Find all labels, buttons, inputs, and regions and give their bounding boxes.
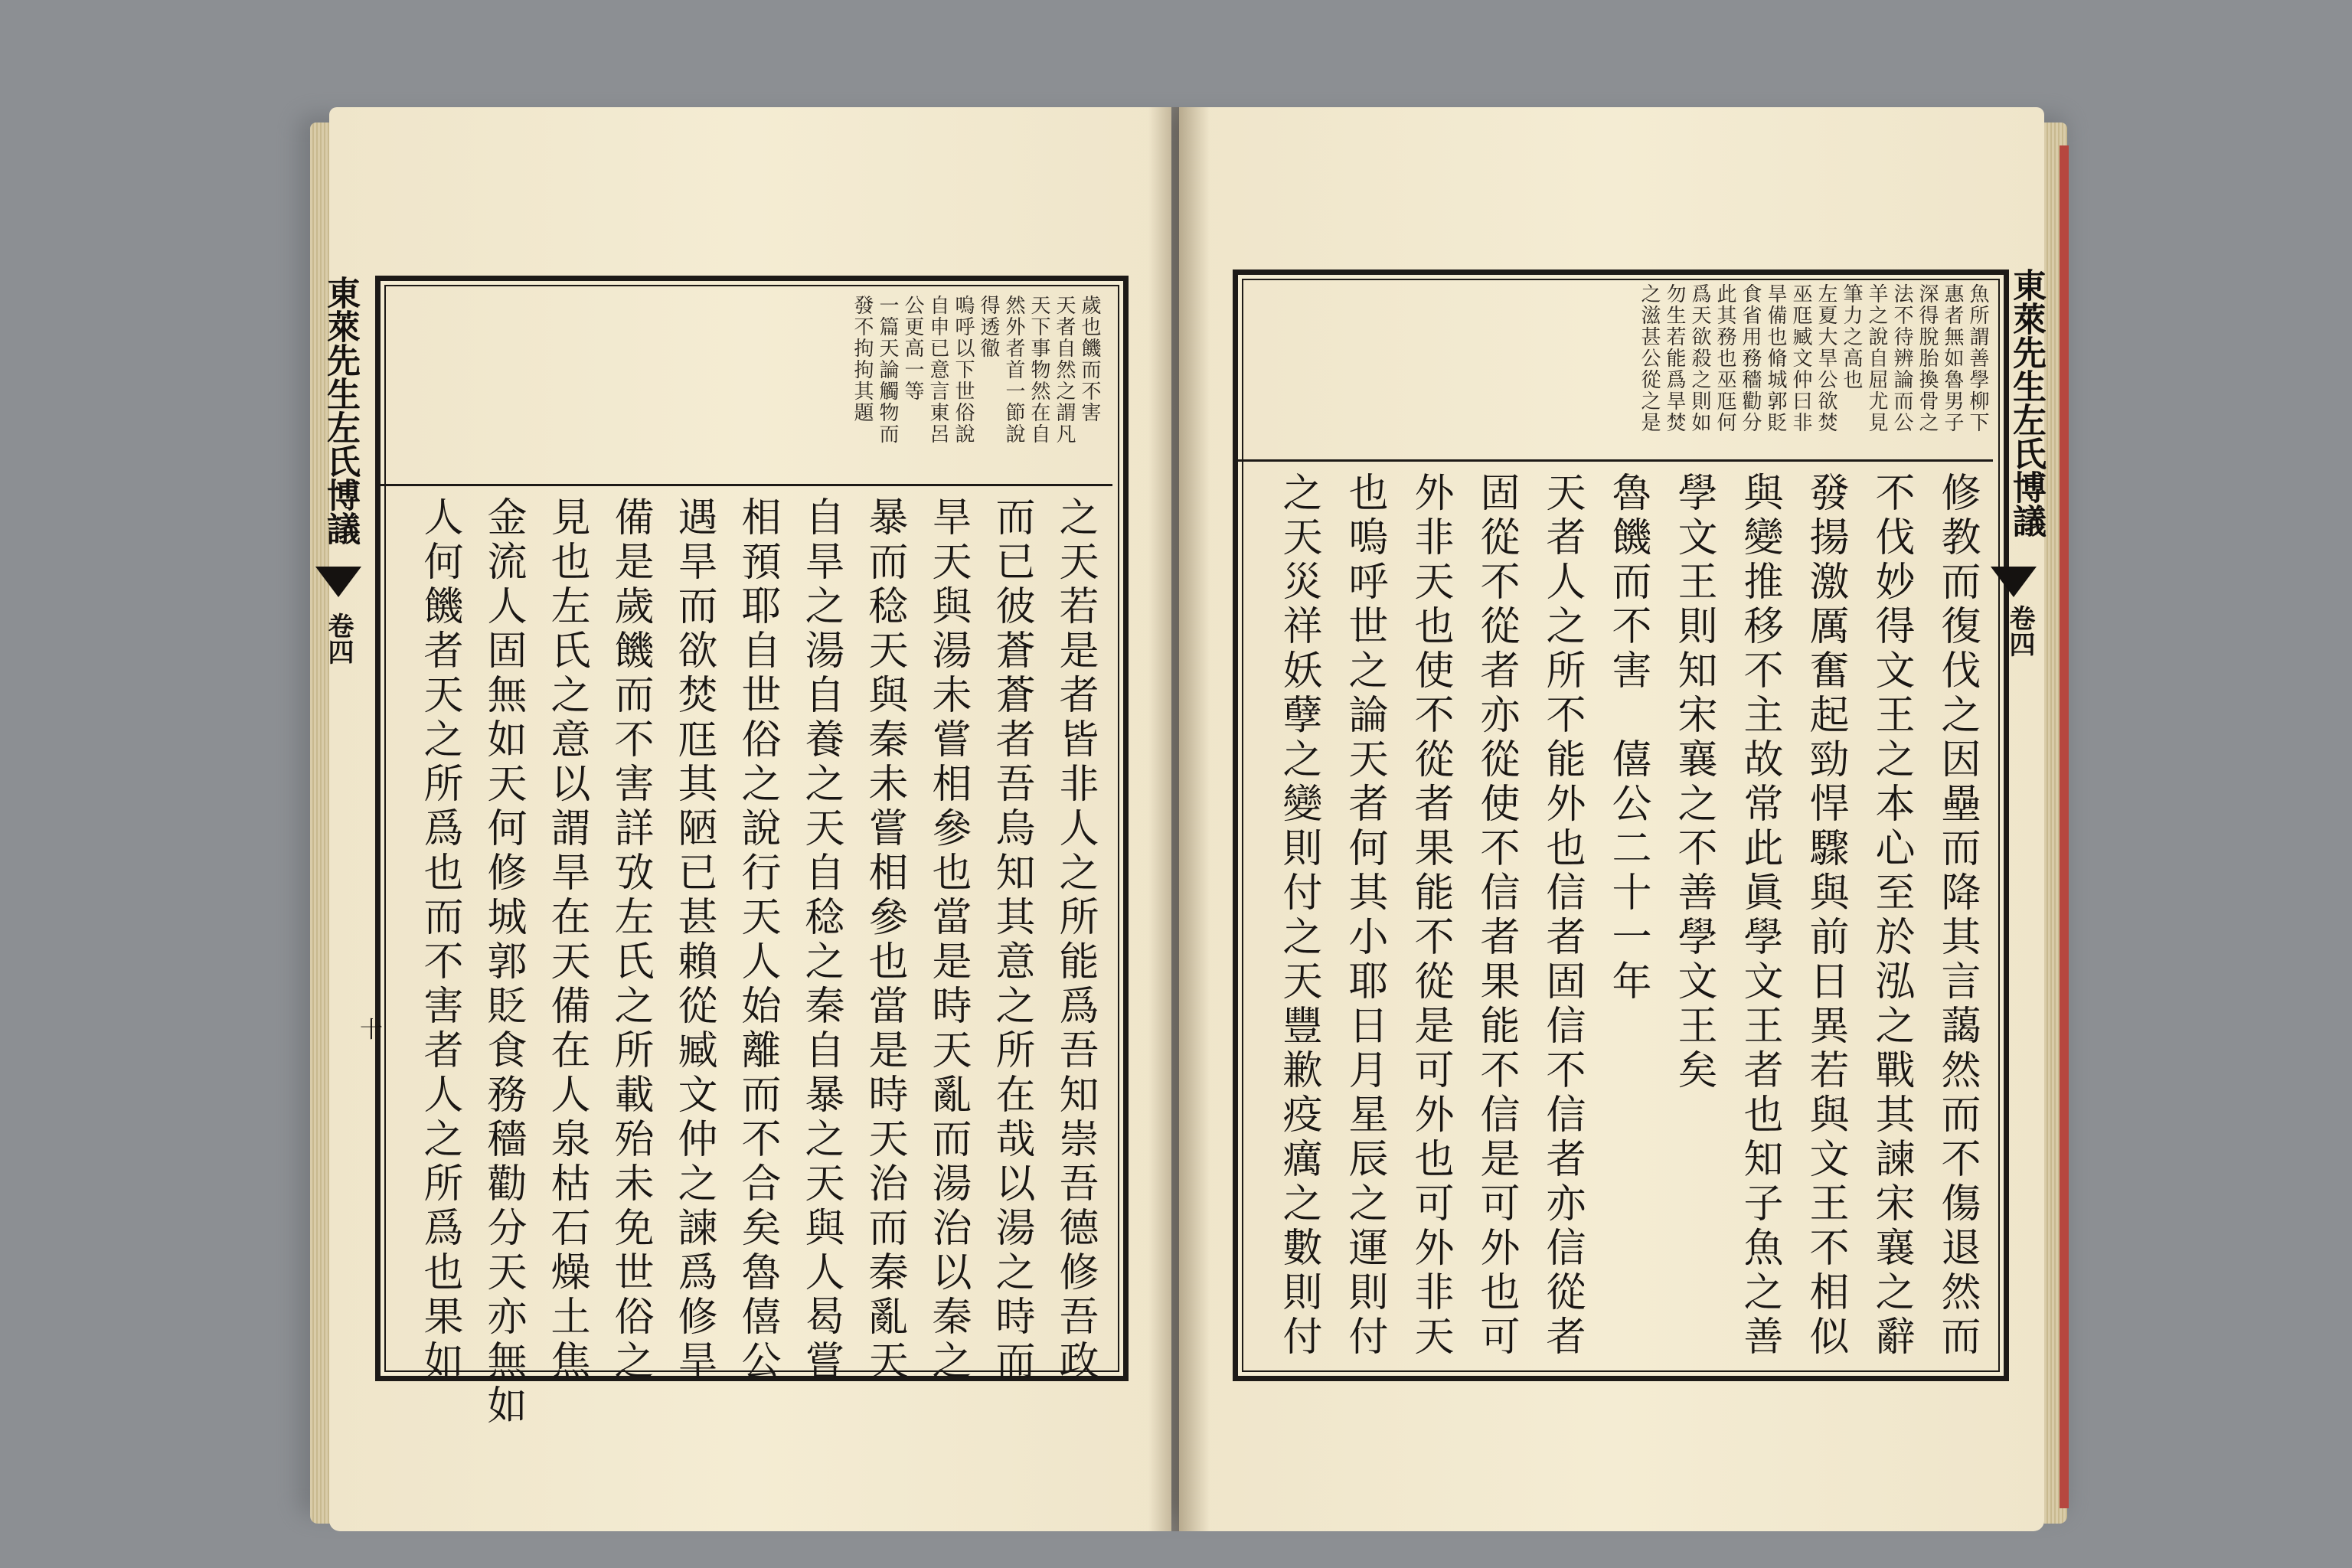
- text-column: 備是歲饑而不害詳攷左氏之所載殆未免世俗之: [607, 496, 653, 1384]
- text-column: 相預耶自世俗之說行天人始離而不合矣魯僖公: [734, 496, 780, 1384]
- head-note-column: 一篇天論觸物而: [876, 295, 899, 445]
- text-column: 天者人之所不能外也信者固信不信者亦信從者: [1539, 472, 1585, 1360]
- left-folio-number: 十: [360, 1017, 383, 1044]
- left-margin-title: 東萊先生左氏博議: [321, 276, 360, 545]
- head-note-column: 之滋甚公從之是: [1638, 283, 1661, 433]
- head-note-column: 然外者首一節說: [1002, 295, 1025, 445]
- text-column: 而已彼蒼蒼者吾烏知其意之所在哉以湯之時而: [988, 496, 1034, 1384]
- head-note-column: 左夏大旱公欲焚: [1815, 283, 1838, 433]
- head-note-column: 魚所謂善學柳下: [1966, 283, 1989, 433]
- text-column: 學文王則知宋襄之不善學文王矣: [1671, 472, 1717, 1093]
- right-juan-label: 卷四: [2004, 605, 2035, 657]
- left-fishtail-mark: [315, 567, 361, 597]
- head-note-column: 公更高一等: [901, 295, 924, 402]
- right-margin-title: 東萊先生左氏博議: [2007, 268, 2046, 537]
- head-note-column: 爲天欲殺之則如: [1688, 283, 1711, 433]
- head-note-column: 深得脫胎換骨之: [1916, 283, 1939, 433]
- head-note-column: 旱備也脩城郭貶: [1764, 283, 1787, 433]
- text-column: 魯饑而不害 僖公二十一年: [1605, 472, 1651, 1004]
- text-column: 自旱之湯自養之天自稔之秦自暴之天與人曷嘗: [798, 496, 844, 1384]
- text-column: 固從不從者亦從使不信者果能不信是可外也可: [1473, 472, 1519, 1360]
- text-column: 遇旱而欲焚尫其陋已甚賴從臧文仲之諫爲修旱: [671, 496, 717, 1384]
- head-note-column: 得透徹: [977, 295, 1000, 359]
- left-head-divider: [381, 484, 1112, 486]
- right-fishtail-mark: [1991, 567, 2037, 597]
- head-note-column: 發不拘拘其題: [851, 295, 874, 423]
- text-column: 之天若是者皆非人之所能爲吾知崇吾德修吾政: [1052, 496, 1098, 1384]
- head-note-column: 食省用務穡勸分: [1739, 283, 1762, 433]
- red-page-edge: [2060, 145, 2069, 1508]
- text-column: 旱天與湯未嘗相參也當是時天亂而湯治以秦之: [925, 496, 971, 1384]
- head-note-column: 勿生若能爲旱焚: [1663, 283, 1686, 433]
- text-column: 發揚激厲奮起勁悍驟與前日異若與文王不相似: [1802, 472, 1848, 1360]
- head-note-column: 天下事物然在自: [1027, 295, 1050, 445]
- text-column: 暴而稔天與秦未嘗相參也當是時天治而秦亂天: [861, 496, 907, 1384]
- head-note-column: 筆力之高也: [1840, 283, 1863, 390]
- text-column: 也嗚呼世之論天者何其小耶日月星辰之運則付: [1341, 472, 1387, 1360]
- head-note-column: 羊之說自屈尤見: [1865, 283, 1888, 433]
- text-column: 修教而復伐之因壘而降其言藹然而不傷退然而: [1934, 472, 1980, 1360]
- head-note-column: 嗚呼以下世俗說: [952, 295, 975, 445]
- head-note-column: 惠者無如魯男子: [1941, 283, 1964, 433]
- text-column: 見也左氏之意以謂旱在天備在人泉枯石燥土焦: [544, 496, 590, 1384]
- book-gutter: [1148, 107, 1210, 1531]
- text-column: 不伐妙得文王之本心至於泓之戰其諫宋襄之辭: [1868, 472, 1914, 1360]
- head-note-column: 此其務也巫尫何: [1713, 283, 1736, 433]
- text-column: 與變推移不主故常此眞學文王者也知子魚之善: [1736, 472, 1782, 1360]
- head-note-column: 自申已意言東呂: [926, 295, 949, 445]
- text-column: 金流人固無如天何修城郭貶食務穡勸分天亦無如: [480, 496, 526, 1429]
- left-juan-label: 卷四: [323, 612, 354, 665]
- head-note-column: 法不待辨論而公: [1890, 283, 1913, 433]
- text-column: 之天災祥妖孽之變則付之天豐歉疫癘之數則付: [1276, 472, 1321, 1360]
- right-head-divider: [1238, 459, 1993, 462]
- text-column: 外非天也使不從者果能不從是可外也可外非天: [1407, 472, 1453, 1360]
- head-note-column: 巫尫臧文仲曰非: [1789, 283, 1812, 433]
- head-note-column: 歲也饑而不害: [1078, 295, 1101, 423]
- text-column: 人何饑者天之所爲也而不害者人之所爲也果如: [416, 496, 462, 1384]
- head-note-column: 天者自然之謂凡: [1053, 295, 1076, 445]
